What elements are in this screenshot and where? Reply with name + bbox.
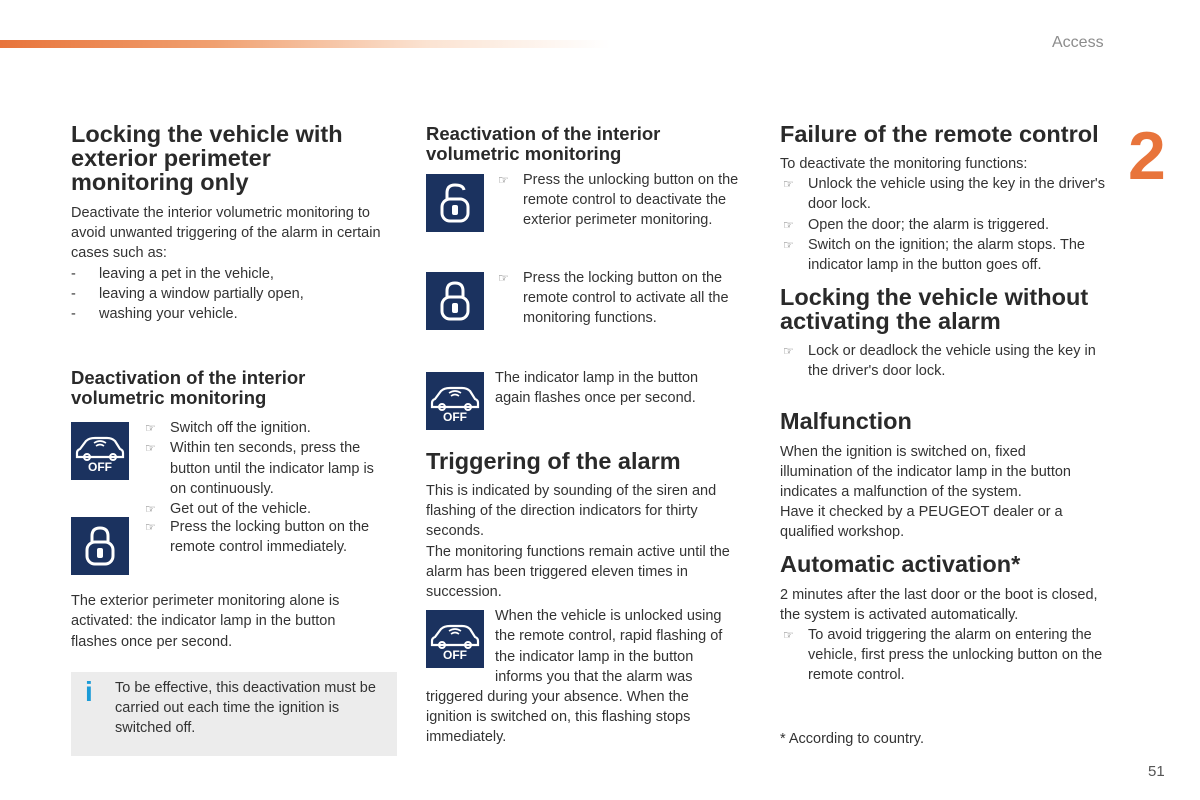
auto-steps [780, 625, 1110, 686]
list-item: ☞ Press the locking button on the remote control to activate all the monitoring functions. [495, 268, 756, 329]
failure-intro: To deactivate the monitoring functions: [780, 156, 1028, 172]
triggering-text-2: The monitoring functions remain active until the alarm has been triggered eleven times in succession. [426, 543, 730, 601]
heading-failure: Failure of the remote control [780, 121, 1099, 147]
list-item: ☞ Press the unlocking button on the remote control to deactivate the exterior perimeter monitoring. [495, 170, 756, 231]
malfunction-text-1: When the ignition is switched on, fixed illumination of the indicator lamp in the button indicates a malfunction of the system. [780, 443, 1071, 501]
triggering-text-3: When the vehicle is unlocked using the remote control, rapid flashing of the indicator lamp in the button informs you that the alarm was [495, 608, 723, 685]
steps-list [495, 268, 756, 329]
heading-deactivation: Deactivation of the interior volumetric monitoring [71, 367, 306, 409]
list-item: ☞ To avoid triggering the alarm on entering the vehicle, first press the unlocking button on the remote control. [780, 625, 1110, 686]
list-item: ☞ Unlock the vehicle using the key in the driver's door lock. [780, 174, 1110, 214]
list-item: - leaving a window partially open, [71, 284, 401, 304]
heading-no-alarm: Locking the vehicle without activating the alarm [780, 284, 1089, 335]
info-text: To be effective, this deactivation must be carried out each time the ignition is switched off. [115, 679, 376, 737]
column-2 [426, 124, 756, 748]
off-label: OFF [443, 648, 467, 662]
chapter-number: 2 [1128, 118, 1166, 194]
heading-triggering: Triggering of the alarm [426, 448, 681, 474]
heading-malfunction: Malfunction [780, 407, 912, 434]
padlock-locked-icon [426, 272, 484, 330]
list-item: ☞ Lock or deadlock the vehicle using the key in the driver's door lock. [780, 341, 1110, 381]
page-number: 51 [1148, 763, 1165, 780]
list-item: - washing your vehicle. [71, 304, 401, 324]
reactivation-lamp-note [426, 372, 756, 430]
info-box [71, 672, 397, 757]
heading-reactivation: Reactivation of the interior volumetric monitoring [426, 123, 661, 164]
steps-list [142, 517, 374, 557]
cases-list [71, 264, 401, 325]
padlock-unlocked-icon [426, 174, 484, 232]
padlock-locked-icon [71, 517, 129, 575]
list-item: ☞ Switch off the ignition. [142, 418, 374, 438]
no-alarm-steps [780, 341, 1110, 381]
column-1 [71, 122, 401, 756]
triggering-unlock-note [426, 610, 756, 687]
intro-text: Deactivate the interior volumetric monitoring to avoid unwanted triggering of the alarm in certain cases such as: [71, 205, 381, 262]
list-item: ☞ Press the locking button on the remote control immediately. [142, 517, 374, 557]
car-alarm-off-icon [426, 372, 484, 430]
failure-steps [780, 174, 1110, 275]
triggering-text-1: This is indicated by sounding of the siren and flashing of the direction indicators for thirty seconds. [426, 483, 717, 540]
reactivation-step-2 [426, 272, 756, 330]
deactivation-steps-a [71, 422, 401, 519]
list-item: ☞ Get out of the vehicle. [142, 499, 374, 519]
off-label: OFF [443, 410, 467, 423]
off-label: OFF [88, 460, 112, 474]
auto-text: 2 minutes after the last door or the boot is closed, the system is activated automatically. [780, 586, 1098, 623]
steps-list [495, 170, 756, 231]
list-item: ☞ Open the door; the alarm is triggered. [780, 215, 1110, 235]
list-item: ☞ Switch on the ignition; the alarm stops. The indicator lamp in the button goes off. [780, 235, 1110, 275]
header-accent-bar [0, 40, 610, 48]
deactivation-steps-b [71, 517, 401, 575]
heading-auto-activation: Automatic activation* [780, 550, 1021, 577]
triggering-text-3-continued: triggered during your absence. When the ignition is switched on, this flashing stops immediately. [426, 689, 691, 746]
car-alarm-off-icon [71, 422, 129, 480]
column-3 [780, 122, 1110, 749]
footnote: * According to country. [780, 730, 925, 747]
reactivation-step-1 [426, 174, 756, 232]
lamp-note-text: The indicator lamp in the button again flashes once per second. [495, 370, 699, 407]
info-icon: i [85, 675, 93, 707]
section-label: Access [1052, 34, 1104, 51]
steps-list [142, 418, 374, 519]
car-alarm-off-icon [426, 610, 484, 668]
heading-exterior-monitoring: Locking the vehicle with exterior perimeter monitoring only [71, 121, 343, 195]
malfunction-text-2: Have it checked by a PEUGEOT dealer or a qualified workshop. [780, 504, 1063, 541]
list-item: - leaving a pet in the vehicle, [71, 264, 401, 284]
exterior-only-note: The exterior perimeter monitoring alone is activated: the indicator lamp in the button flashes once per second. [71, 593, 340, 650]
list-item: ☞ Within ten seconds, press the button until the indicator lamp is on continuously. [142, 438, 374, 499]
